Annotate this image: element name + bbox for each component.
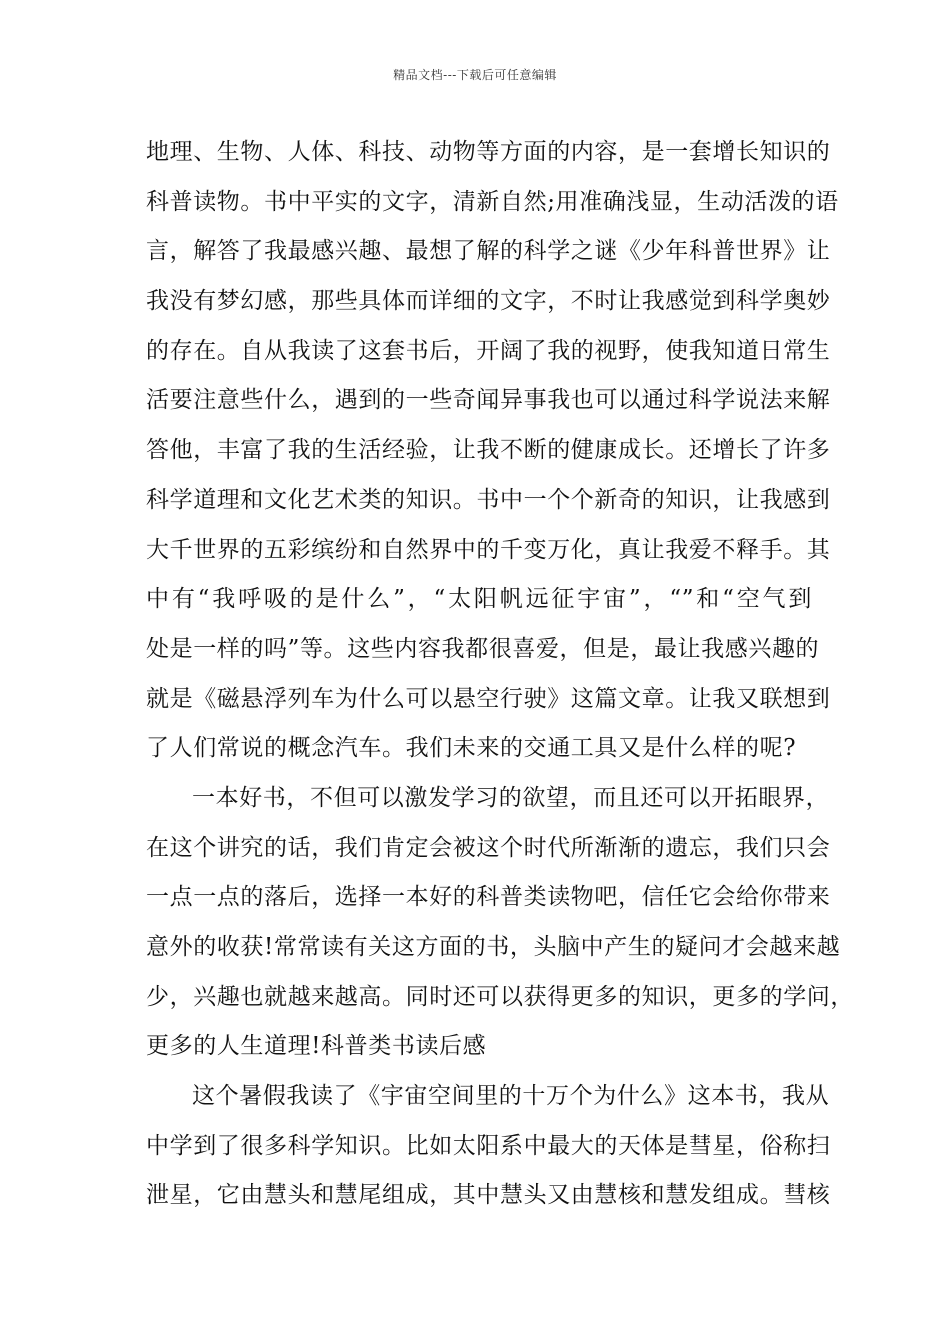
- text-line: 中有“我呼吸的是什么”，“太阳帆远征宇宙”，“”和“空气到: [146, 586, 812, 613]
- text-line: 的存在。自从我读了这套书后，开阔了我的视野，使我知道日常生: [146, 337, 831, 364]
- text-line: 科学道理和文化艺术类的知识。书中一个个新奇的知识，让我感到: [146, 486, 831, 513]
- text-line: 了人们常说的概念汽车。我们未来的交通工具又是什么样的呢?: [146, 735, 797, 762]
- text-line: 在这个讲究的话，我们肯定会被这个时代所渐渐的遗忘，我们只会: [146, 834, 831, 861]
- text-line: 意外的收获!常常读有关这方面的书，头脑中产生的疑问才会越来越: [146, 934, 841, 960]
- text-line: 中学到了很多科学知识。比如太阳系中最大的天体是彗星，俗称扫: [146, 1132, 831, 1159]
- page-header: 精品文档---下载后可任意编辑: [393, 68, 557, 82]
- text-line: 更多的人生道理!科普类书读后感: [146, 1033, 487, 1060]
- text-line: 答他，丰富了我的生活经验，让我不断的健康成长。还增长了许多: [146, 437, 831, 464]
- text-line: 泄星，它由慧头和慧尾组成，其中慧头又由慧核和慧发组成。彗核: [146, 1182, 831, 1209]
- text-line: 这个暑假我读了《宇宙空间里的十万个为什么》这本书，我从: [192, 1083, 830, 1110]
- text-line: 少，兴趣也就越来越高。同时还可以获得更多的知识，更多的学问，: [146, 983, 854, 1010]
- text-line: 处是一样的吗”等。这些内容我都很喜爱，但是，最让我感兴趣的: [146, 635, 820, 662]
- text-line: 言，解答了我最感兴趣、最想了解的科学之谜《少年科普世界》让: [146, 238, 831, 265]
- text-line: 就是《磁悬浮列车为什么可以悬空行驶》这篇文章。让我又联想到: [146, 685, 831, 712]
- text-line: 一本好书，不但可以激发学习的欲望，而且还可以开拓眼界，: [192, 784, 830, 811]
- text-line: 活要注意些什么，遇到的一些奇闻异事我也可以通过科学说法来解: [146, 387, 831, 414]
- text-line: 地理、生物、人体、科技、动物等方面的内容，是一套增长知识的: [146, 139, 831, 165]
- text-line: 大千世界的五彩缤纷和自然界中的千变万化，真让我爱不释手。其: [146, 536, 831, 563]
- document-body: [146, 128, 854, 1221]
- text-line: 我没有梦幻感，那些具体而详细的文字，不时让我感觉到科学奥妙: [146, 288, 831, 315]
- text-line: 科普读物。书中平实的文字，清新自然;用准确浅显，生动活泼的语: [146, 188, 839, 215]
- text-line: 一点一点的落后，选择一本好的科普类读物吧，信任它会给你带来: [146, 884, 831, 911]
